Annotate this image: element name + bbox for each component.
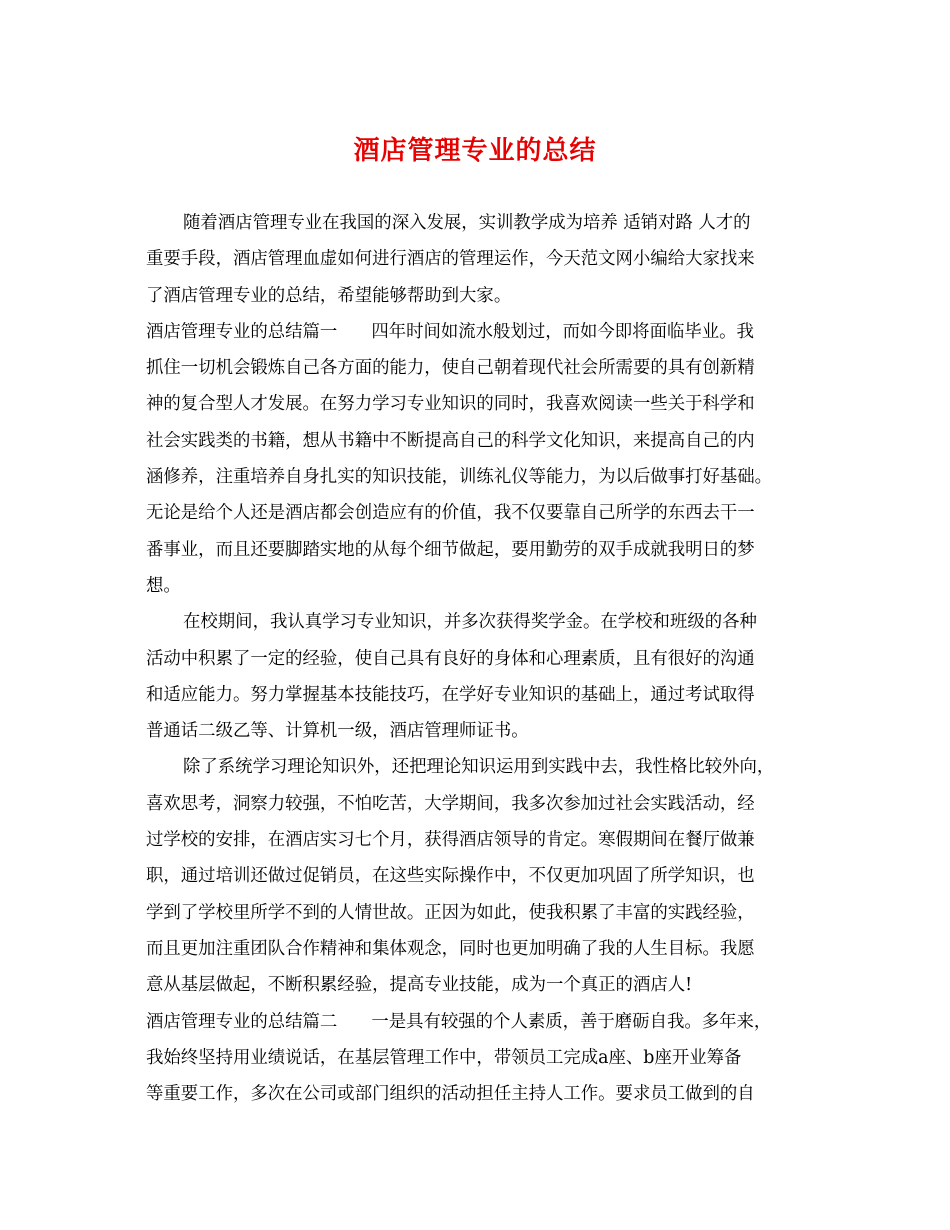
- text-line: 涵修养，注重培养自身扎实的知识技能，训练礼仪等能力，为以后做事打好基础。: [146, 467, 773, 488]
- text-line: 学到了学校里所学不到的人情世故。正因为如此，使我积累了丰富的实践经验，: [146, 902, 755, 923]
- section-one-first-line: [146, 314, 806, 350]
- text-line: 想。: [146, 575, 181, 596]
- text-line: 活动中积累了一定的经验，使自己具有良好的身体和心理素质，且有很好的沟通: [146, 648, 755, 669]
- text-line: 普通话二级乙等、计算机一级，酒店管理师证书。: [146, 721, 529, 742]
- text-line: 和适应能力。努力掌握基本技能技巧，在学好专业知识的基础上，通过考试取得: [146, 684, 755, 705]
- text-line: 神的复合型人才发展。在努力学习专业知识的同时，我喜欢阅读一些关于科学和: [146, 394, 755, 415]
- text-line: 抓住一切机会锻炼自己各方面的能力，使自己朝着现代社会所需要的具有创新精: [146, 358, 755, 379]
- text-line: 在校期间，我认真学习专业知识，并多次获得奖学金。在学校和班级的各种: [183, 612, 757, 633]
- text-line: 无论是给个人还是酒店都会创造应有的价值，我不仅要靠自己所学的东西去干一: [146, 503, 755, 524]
- page-title: 酒店管理专业的总结: [353, 136, 597, 166]
- text-line: 而且更加注重团队合作精神和集体观念，同时也更加明确了我的人生目标。我愿: [146, 938, 755, 959]
- section-heading-two: 酒店管理专业的总结篇二: [146, 1011, 338, 1032]
- text-line: 番事业，而且还要脚踏实地的从每个细节做起，要用勤劳的双手成就我明日的梦: [146, 539, 755, 560]
- text-line: 过学校的安排，在酒店实习七个月，获得酒店领导的肯定。寒假期间在餐厅做兼: [146, 830, 755, 851]
- text-line: 除了系统学习理论知识外，还把理论知识运用到实践中去，我性格比较外向，: [183, 757, 775, 778]
- text-line: 了酒店管理专业的总结，希望能够帮助到大家。: [146, 285, 512, 306]
- text-line: 意从基层做起，不断积累经验，提高专业技能，成为一个真正的酒店人!: [146, 975, 693, 996]
- text-line: 职，通过培训还做过促销员，在这些实际操作中，不仅更加巩固了所学知识，也: [146, 866, 755, 887]
- text-line: 喜欢思考，洞察力较强，不怕吃苦，大学期间，我多次参加过社会实践活动，经: [146, 793, 755, 814]
- document-body: [146, 205, 806, 1112]
- section-two-first-line: [146, 1004, 806, 1040]
- text-line: 重要手段，酒店管理血虚如何进行酒店的管理运作，今天范文网小编给大家找来: [146, 249, 755, 270]
- text-line: 随着酒店管理专业在我国的深入发展，实训教学成为培养 适销对路 人才的: [183, 213, 751, 233]
- text-line: 社会实践类的书籍，想从书籍中不断提高自己的科学文化知识，来提高自己的内: [146, 430, 755, 451]
- text-run: 一是具有较强的个人素质，善于磨砺自我。多年来，: [371, 1011, 772, 1032]
- text-run: 四年时间如流水般划过，而如今即将面临毕业。我: [371, 321, 754, 342]
- section-heading-one: 酒店管理专业的总结篇一: [146, 321, 338, 342]
- text-line: 我始终坚持用业绩说话，在基层管理工作中，带领员工完成a座、b座开业筹备: [146, 1047, 742, 1068]
- text-line: 等重要工作，多次在公司或部门组织的活动担任主持人工作。要求员工做到的自: [146, 1084, 755, 1105]
